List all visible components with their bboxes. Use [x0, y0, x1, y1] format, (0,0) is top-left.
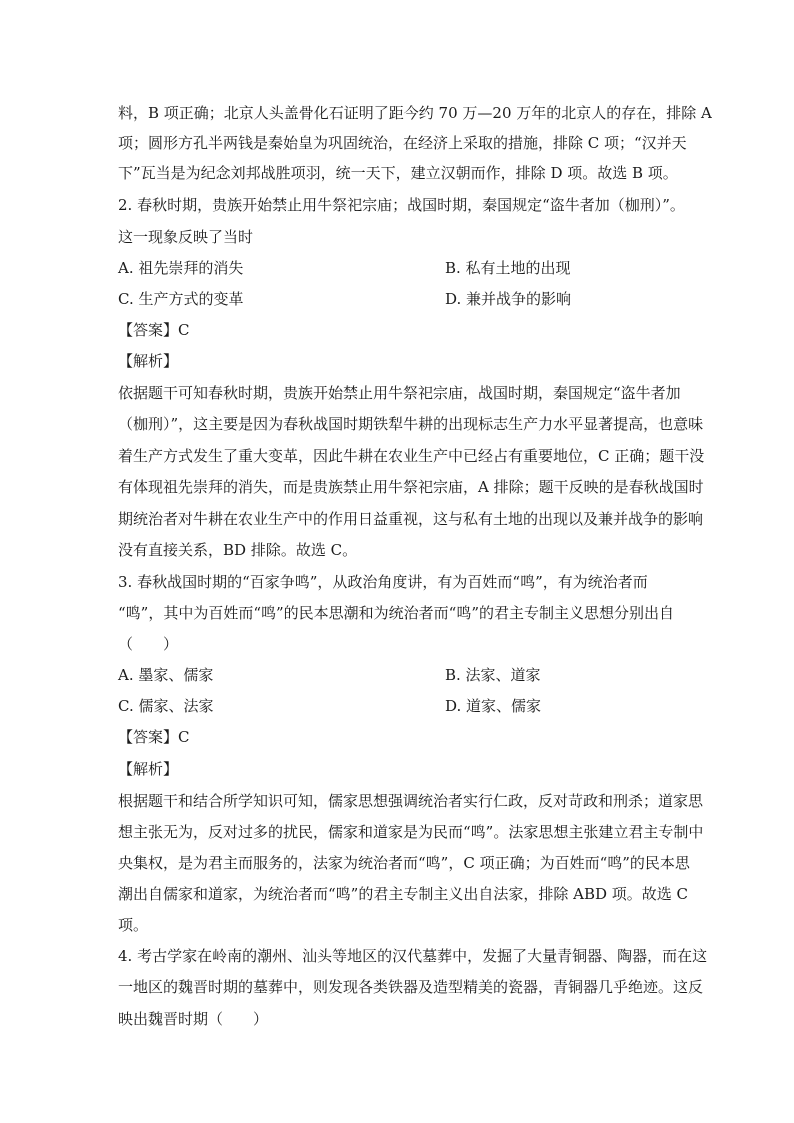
q2-option-d: D. 兼并战争的影响 [445, 290, 572, 308]
q2-stem-line: 这一现象反映了当时 [118, 228, 254, 246]
q2-option-a: A. 祖先崇拜的消失 [118, 259, 244, 277]
q2-analysis-line: 期统治者对牛耕在农业生产中的作用日益重视，这与私有土地的出现以及兼并战争的影响 [118, 510, 704, 528]
q4-stem-line: 4. 考古学家在岭南的潮州、汕头等地区的汉代墓葬中，发掘了大量青铜器、陶器，而在这 [118, 947, 708, 965]
q4-stem-line: 一地区的魏晋时期的墓葬中，则发现各类铁器及造型精美的瓷器，青铜器几乎绝迹。这反 [118, 978, 704, 996]
q2-analysis-label: 【解析】 [118, 352, 179, 370]
q2-analysis-line: 有体现祖先崇拜的消失，而是贵族禁止用牛祭祀宗庙，A 排除；题干反映的是春秋战国时 [118, 478, 704, 496]
q3-option-a: A. 墨家、儒家 [118, 666, 214, 684]
q2-analysis-line: 着生产方式发生了重大变革，因此牛耕在农业生产中已经占有重要地位，C 正确；题干没 [118, 447, 705, 465]
q3-analysis-line: 项。 [118, 916, 149, 934]
q1-tail-line: 下”瓦当是为纪念刘邦战胜项羽，统一天下，建立汉朝而作，排除 D 项。故选 B 项。 [118, 164, 678, 182]
q3-analysis-line: 根据题干和结合所学知识可知，儒家思想强调统治者实行仁政，反对苛政和刑杀；道家思 [118, 792, 704, 810]
q3-option-b: B. 法家、道家 [445, 666, 541, 684]
q1-tail-line: 料，B 项正确；北京人头盖骨化石证明了距今约 70 万—20 万年的北京人的存在，排除 A [118, 104, 712, 122]
q3-analysis-label: 【解析】 [118, 760, 179, 778]
q2-option-b: B. 私有土地的出现 [445, 259, 571, 277]
q3-stem-line: “鸣”，其中为百姓而“鸣”的民本思潮和为统治者而“鸣”的君主专制主义思想分别出自 [118, 604, 675, 622]
q1-tail-line: 项；圆形方孔半两钱是秦始皇为巩固统治，在经济上采取的措施，排除 C 项；“汉并天 [118, 134, 687, 152]
q3-option-d: D. 道家、儒家 [445, 697, 542, 715]
q2-analysis-line: （枷刑）”，这主要是因为春秋战国时期铁犁牛耕的出现标志生产力水平显著提高，也意味 [118, 415, 704, 433]
q2-analysis-line: 依据题干可知春秋时期，贵族开始禁止用牛祭祀宗庙，战国时期，秦国规定“盗牛者加 [118, 384, 681, 402]
q2-option-c: C. 生产方式的变革 [118, 290, 244, 308]
q2-stem-line: 2. 春秋时期，贵族开始禁止用牛祭祀宗庙；战国时期，秦国规定“盗牛者加（枷刑）”。 [118, 196, 685, 214]
q2-answer: 【答案】C [118, 321, 190, 339]
q3-analysis-line: 想主张无为，反对过多的扰民，儒家和道家是为民而“鸣”。法家思想主张建立君主专制中 [118, 823, 704, 841]
q3-analysis-line: 央集权，是为君主而服务的，法家为统治者而“鸣”，C 项正确；为百姓而“鸣”的民本思 [118, 854, 690, 872]
q3-option-c: C. 儒家、法家 [118, 697, 214, 715]
q2-analysis-line: 没有直接关系，BD 排除。故选 C。 [118, 541, 358, 559]
q3-stem-line: 3. 春秋战国时期的“百家争鸣”，从政治角度讲，有为百姓而“鸣”，有为统治者而 [118, 573, 648, 591]
q3-stem-line: （ ） [118, 635, 179, 653]
q3-analysis-line: 潮出自儒家和道家，为统治者而“鸣”的君主专制主义出自法家，排除 ABD 项。故选 C [118, 885, 689, 903]
q4-stem-line: 映出魏晋时期（ ） [118, 1010, 269, 1028]
q3-answer: 【答案】C [118, 728, 190, 746]
